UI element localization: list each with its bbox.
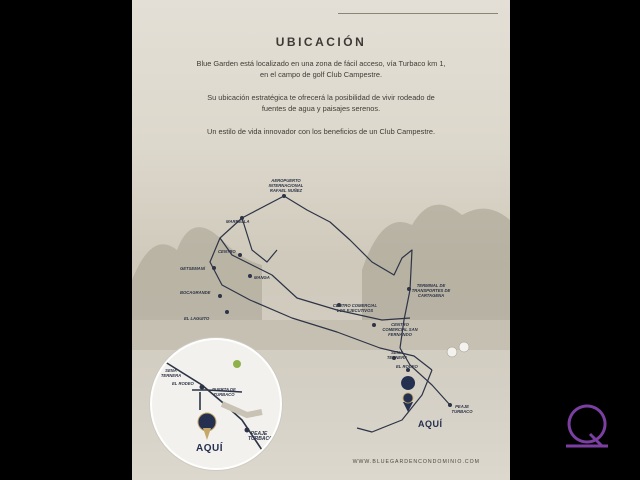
label-aqui: AQUÍ <box>418 419 443 429</box>
inset-map <box>150 338 282 470</box>
label-marbella: MARBELLA <box>226 219 250 224</box>
inset-label-peaje: PEAJE TURBACO <box>248 431 273 442</box>
brochure-page <box>132 0 510 480</box>
paragraph-strategic: Su ubicación estratégica te ofrecerá la posibilidad de vivir rodeado de fuentes de agua y paisajes serenos. <box>207 93 435 113</box>
label-cc-sanfernando: CENTRO COMERCIAL SAN FERNANDO <box>382 322 418 337</box>
watermark-logo-icon <box>560 400 614 454</box>
inset-label-puerta: PUERTA DE TURBACO <box>212 387 236 397</box>
manga-dot <box>248 274 252 278</box>
centro-dot <box>238 253 242 257</box>
inset-label-sena: SENA TERNERA <box>160 368 182 378</box>
label-manga: MANGA <box>254 275 270 280</box>
inset-label-rodeo: EL RODEO <box>172 381 194 386</box>
paragraph-lifestyle: Un estilo de vida innovador con los beneficios de un Club Campestre. <box>206 127 435 136</box>
label-terminal: TERMINAL DE TRANSPORTES DE CARTAGENA <box>411 283 451 298</box>
club-icon <box>459 342 469 352</box>
label-centro: CENTRO <box>218 249 236 254</box>
airport-dot <box>282 194 286 198</box>
route-inner <box>220 238 410 320</box>
label-sena: SENA TERNERA <box>386 350 408 360</box>
sanfernando-dot <box>372 323 376 327</box>
label-peaje: PEAJE TURBACO <box>451 404 473 414</box>
inset-label-aqui: AQUÍ <box>196 443 223 454</box>
label-laguito: EL LAGUITO <box>184 316 210 321</box>
paragraph-location: Blue Garden está localizado en una zona de fácil acceso, vía Turbaco km 1, en el campo de golf Club Campestre. <box>196 59 446 79</box>
bocagrande-dot <box>218 294 222 298</box>
website-url: WWW.BLUEGARDENCONDOMINIO.COM <box>352 459 480 465</box>
label-airport: AEROPUERTO INTERNACIONAL RAFAEL NUÑEZ <box>268 178 304 193</box>
label-cc-ejecutivos: CENTRO COMERCIAL LOS EJECUTIVOS <box>332 303 378 313</box>
laguito-dot <box>225 310 229 314</box>
inset-pin-icon <box>198 413 216 440</box>
golf-icon <box>447 347 457 357</box>
label-getsemani: GETSEMANÍ <box>180 266 205 271</box>
getsemani-dot <box>212 266 216 270</box>
label-bocagrande: BOCAGRANDE <box>180 290 211 295</box>
route-loop <box>242 218 277 262</box>
page-title: UBICACIÓN <box>275 35 367 49</box>
label-el-rodeo: EL RODEO <box>396 364 418 369</box>
